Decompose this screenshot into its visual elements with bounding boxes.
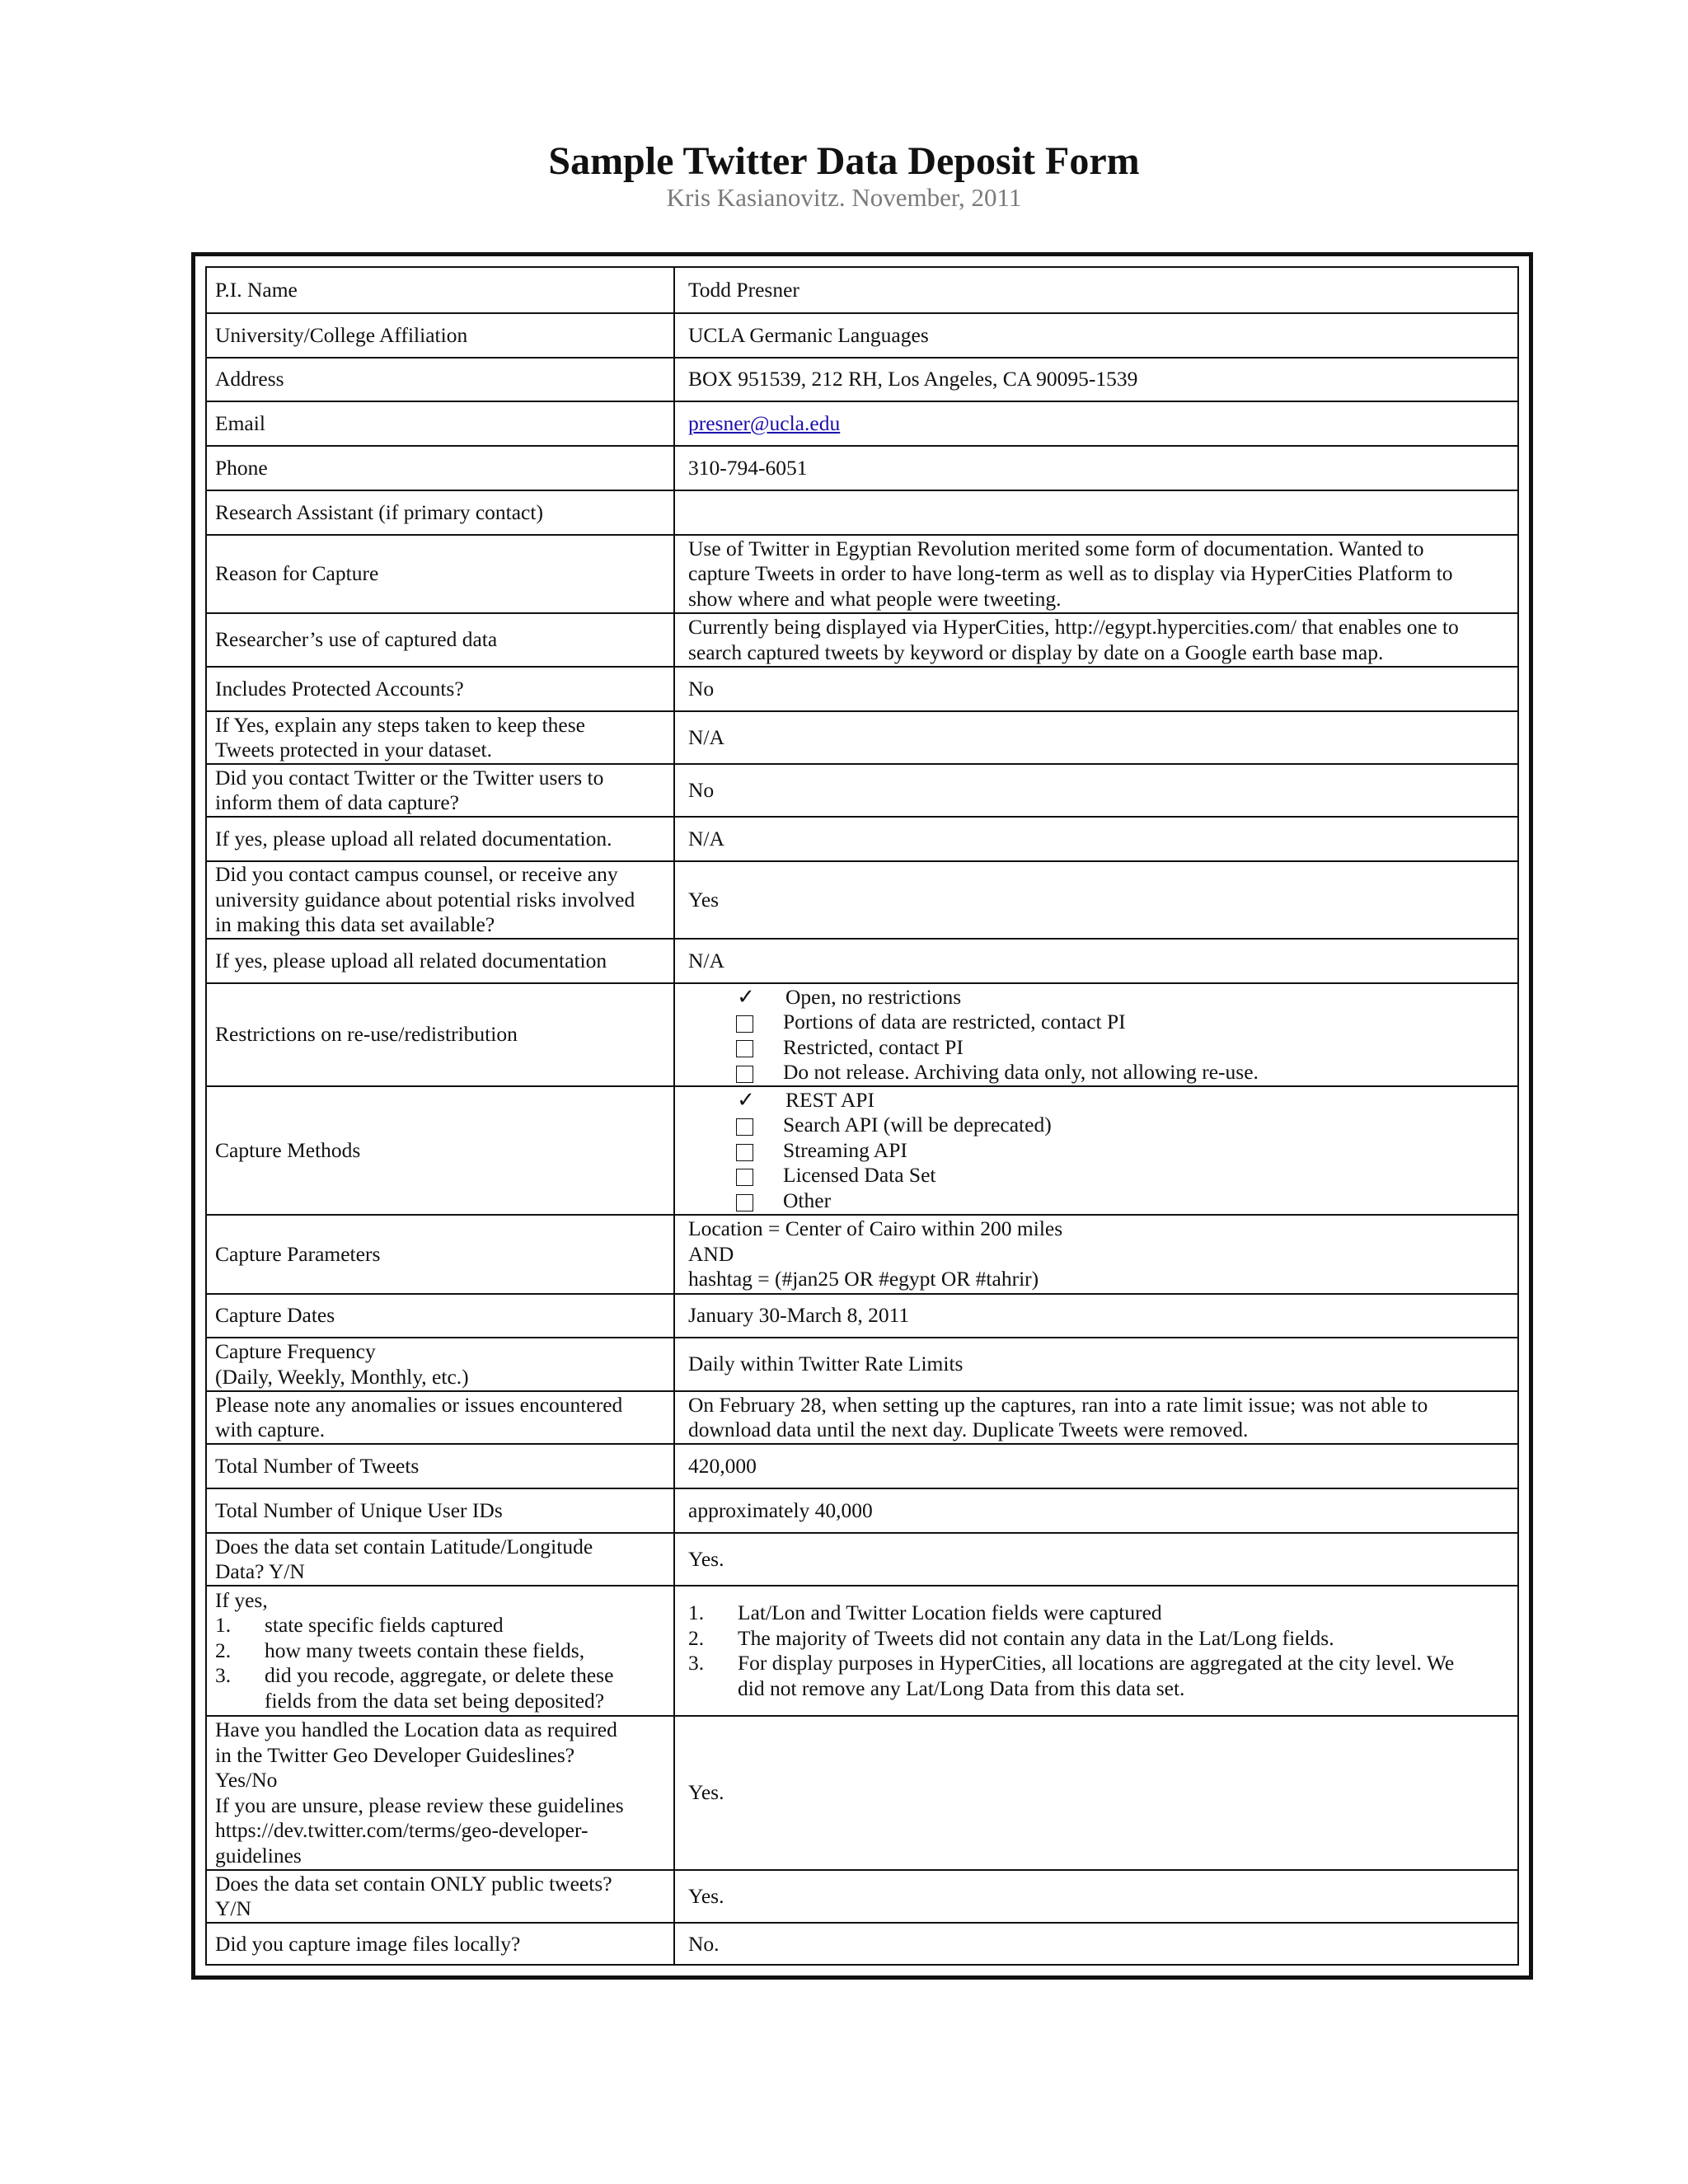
restrictions-options — [675, 984, 1517, 1085]
checkmark-icon[interactable]: ✓ — [737, 984, 755, 1010]
text-line: On February 28, when setting up the captures, ran into a rate limit issue; was not able to — [688, 1392, 1428, 1417]
field-label — [207, 862, 675, 938]
row-capture-parameters — [207, 1216, 1517, 1295]
address-value: BOX 951539, 212 RH, Los Angeles, CA 90095-1539 — [688, 367, 1138, 391]
numbered-item — [688, 1626, 1507, 1652]
field-label: Email — [207, 402, 675, 445]
label-line: fields from the data set being deposited? — [265, 1688, 605, 1713]
research-assistant-value — [675, 491, 1517, 534]
option-label: Streaming API — [783, 1137, 907, 1162]
item-text: did you recode, aggregate, or delete these — [265, 1663, 614, 1688]
method-option[interactable] — [688, 1113, 1507, 1138]
public-only-value: Yes. — [688, 1883, 724, 1908]
method-option[interactable] — [688, 1163, 1507, 1188]
field-label — [207, 1534, 675, 1585]
field-label — [207, 1871, 675, 1922]
numbered-item — [215, 1638, 665, 1664]
pi-name-value: Todd Presner — [688, 277, 799, 302]
upload-2-value: N/A — [688, 948, 724, 972]
label-line: Y/N — [215, 1896, 251, 1920]
reason-value — [675, 536, 1517, 612]
form-table — [205, 266, 1519, 1966]
text-line: Use of Twitter in Egyptian Revolution merited some form of documentation. Wanted to — [688, 536, 1424, 560]
item-text: how many tweets contain these fields, — [265, 1638, 585, 1662]
row-total-tweets — [207, 1445, 1517, 1489]
restriction-option[interactable] — [688, 1035, 1507, 1061]
label-line: Did you contact campus counsel, or receive any — [215, 862, 618, 887]
field-label: Phone — [207, 447, 675, 490]
text-line: show where and what people were tweeting. — [688, 586, 1062, 611]
row-capture-methods — [207, 1087, 1517, 1216]
geo-guidelines-value: Yes. — [688, 1780, 724, 1805]
numbered-item — [215, 1663, 665, 1689]
field-label: If yes, please upload all related documentation. — [207, 818, 675, 860]
row-upload-documentation-2 — [207, 940, 1517, 984]
email-link[interactable]: presner@ucla.edu — [688, 410, 841, 435]
page-title: Sample Twitter Data Deposit Form — [548, 139, 1140, 183]
row-upload-documentation-1 — [207, 818, 1517, 862]
unique-ids-value: approximately 40,000 — [688, 1497, 873, 1522]
field-label — [207, 1392, 675, 1443]
field-label — [207, 1717, 675, 1869]
affiliation-value: UCLA Germanic Languages — [688, 322, 929, 347]
restriction-option[interactable] — [688, 985, 1507, 1010]
option-label: Search API (will be deprecated) — [783, 1113, 1052, 1137]
option-label: Portions of data are restricted, contact PI — [783, 1010, 1126, 1033]
checkbox-empty-icon[interactable] — [736, 1066, 753, 1083]
phone-value: 310-794-6051 — [688, 455, 808, 480]
label-line: If yes, — [215, 1587, 268, 1612]
option-label: Open, no restrictions — [785, 984, 962, 1009]
option-label: Licensed Data Set — [783, 1163, 936, 1188]
row-email — [207, 402, 1517, 447]
item-text: The majority of Tweets did not contain any data in the Lat/Long fields. — [738, 1625, 1334, 1650]
field-label: Research Assistant (if primary contact) — [207, 491, 675, 534]
field-label: Researcher’s use of captured data — [207, 614, 675, 666]
label-line: If you are unsure, please review these guidelines — [215, 1793, 624, 1817]
field-label: Did you capture image files locally? — [207, 1924, 675, 1966]
row-capture-frequency — [207, 1338, 1517, 1392]
checkbox-empty-icon[interactable] — [736, 1144, 753, 1161]
numbered-item — [688, 1601, 1507, 1626]
counsel-value: Yes — [688, 887, 720, 912]
field-label: University/College Affiliation — [207, 314, 675, 357]
guidelines-url: guidelines — [215, 1843, 302, 1868]
label-line: (Daily, Weekly, Monthly, etc.) — [215, 1364, 469, 1389]
field-label: Total Number of Unique User IDs — [207, 1489, 675, 1532]
row-protected-accounts — [207, 668, 1517, 712]
label-line: in making this data set available? — [215, 912, 495, 937]
label-line: Does the data set contain Latitude/Longitude — [215, 1534, 593, 1558]
upload-1-value: N/A — [688, 826, 724, 851]
checkmark-icon[interactable]: ✓ — [737, 1088, 755, 1113]
field-label — [207, 712, 675, 763]
item-number: 1. — [688, 1601, 705, 1624]
row-reason — [207, 536, 1517, 614]
row-address — [207, 359, 1517, 402]
form-outer-border — [191, 252, 1533, 1980]
researcher-use-value — [675, 614, 1517, 666]
option-label: Restricted, contact PI — [783, 1034, 964, 1059]
checkbox-empty-icon[interactable] — [736, 1194, 753, 1212]
row-anomalies — [207, 1392, 1517, 1445]
row-restrictions — [207, 984, 1517, 1087]
guidelines-url: https://dev.twitter.com/terms/geo-developer- — [215, 1818, 588, 1842]
text-line: did not remove any Lat/Long Data from this data set. — [738, 1675, 1185, 1700]
field-label: Reason for Capture — [207, 536, 675, 612]
field-label: Capture Methods — [207, 1087, 675, 1214]
option-label: REST API — [785, 1087, 874, 1112]
row-image-files — [207, 1924, 1517, 1966]
checkbox-empty-icon[interactable] — [736, 1169, 753, 1186]
label-line: If Yes, explain any steps taken to keep these — [215, 712, 585, 737]
label-line: Data? Y/N — [215, 1559, 305, 1583]
row-geo-guidelines — [207, 1717, 1517, 1871]
method-option[interactable] — [688, 1088, 1507, 1113]
field-label: Address — [207, 359, 675, 401]
item-number: 3. — [688, 1651, 705, 1675]
total-tweets-value: 420,000 — [688, 1453, 757, 1478]
contact-twitter-value: No — [688, 777, 715, 802]
field-label: Includes Protected Accounts? — [207, 668, 675, 710]
text-line: hashtag = (#jan25 OR #egypt OR #tahrir) — [688, 1267, 1039, 1291]
label-line: Capture Frequency — [215, 1339, 376, 1363]
protection-steps-value: N/A — [688, 724, 724, 749]
option-label: Other — [783, 1188, 832, 1212]
row-pi-name — [207, 268, 1517, 314]
item-text: Lat/Lon and Twitter Location fields were captured — [738, 1601, 1162, 1624]
text-line: download data until the next day. Duplicate Tweets were removed. — [688, 1418, 1249, 1441]
text-line: Location = Center of Cairo within 200 miles — [688, 1216, 1063, 1241]
label-line: in the Twitter Geo Developer Guideslines? — [215, 1742, 575, 1767]
item-number: 1. — [215, 1613, 232, 1638]
text-line: Currently being displayed via HyperCities, http://egypt.hypercities.com/ that enables one to — [688, 615, 1459, 639]
label-line: with capture. — [215, 1418, 326, 1441]
label-line: university guidance about potential risks involved — [215, 887, 635, 912]
label-line: Please note any anomalies or issues encountered — [215, 1392, 623, 1417]
field-label: If yes, please upload all related documentation — [207, 940, 675, 982]
item-text: For display purposes in HyperCities, all locations are aggregated at the city level. We — [738, 1651, 1455, 1675]
restriction-option[interactable] — [688, 1060, 1507, 1085]
row-affiliation — [207, 314, 1517, 359]
field-label: Total Number of Tweets — [207, 1445, 675, 1488]
field-label — [207, 1338, 675, 1390]
row-phone — [207, 447, 1517, 491]
label-line: Tweets protected in your dataset. — [215, 738, 492, 762]
label-line: Does the data set contain ONLY public tweets? — [215, 1871, 612, 1896]
anomalies-value — [675, 1392, 1517, 1443]
item-number: 3. — [215, 1663, 232, 1688]
protected-value: No — [688, 676, 715, 701]
label-line: Did you contact Twitter or the Twitter users to — [215, 765, 604, 790]
method-option[interactable] — [688, 1188, 1507, 1214]
field-label — [207, 1586, 675, 1715]
row-lat-lon — [207, 1534, 1517, 1586]
numbered-item — [215, 1613, 665, 1638]
field-label — [207, 765, 675, 816]
image-files-value: No. — [688, 1932, 720, 1957]
row-protection-steps — [207, 712, 1517, 765]
row-latlon-details — [207, 1586, 1517, 1717]
row-research-assistant — [207, 491, 1517, 536]
capture-parameters-value — [675, 1216, 1517, 1293]
numbered-item — [688, 1651, 1507, 1676]
row-contact-twitter — [207, 765, 1517, 818]
capture-dates-value: January 30-March 8, 2011 — [688, 1303, 910, 1328]
field-label: Capture Parameters — [207, 1216, 675, 1293]
text-line: capture Tweets in order to have long-term as well as to display via HyperCities Platform to — [688, 561, 1453, 586]
item-number: 2. — [688, 1625, 705, 1650]
field-label: Capture Dates — [207, 1295, 675, 1337]
field-label: P.I. Name — [207, 268, 675, 312]
row-researcher-use — [207, 614, 1517, 668]
method-option[interactable] — [688, 1138, 1507, 1164]
field-label: Restrictions on re-use/redistribution — [207, 984, 675, 1085]
item-text: state specific fields captured — [265, 1613, 504, 1638]
label-line: Yes/No — [215, 1768, 278, 1792]
restriction-option[interactable] — [688, 1010, 1507, 1035]
row-public-only — [207, 1871, 1517, 1924]
checkbox-empty-icon[interactable] — [736, 1118, 753, 1136]
capture-methods-options — [675, 1087, 1517, 1214]
page-subtitle: Kris Kasianovitz. November, 2011 — [666, 183, 1022, 212]
label-line: Have you handled the Location data as required — [215, 1718, 617, 1741]
text-line: search captured tweets by keyword or display by date on a Google earth base map. — [688, 640, 1384, 664]
label-line: inform them of data capture? — [215, 790, 459, 814]
checkbox-empty-icon[interactable] — [736, 1015, 753, 1033]
lat-lon-value: Yes. — [688, 1546, 724, 1571]
text-line: AND — [688, 1241, 734, 1266]
capture-frequency-value: Daily within Twitter Rate Limits — [688, 1352, 964, 1376]
row-capture-dates — [207, 1295, 1517, 1338]
item-number: 2. — [215, 1638, 232, 1662]
checkbox-empty-icon[interactable] — [736, 1040, 753, 1057]
row-campus-counsel — [207, 862, 1517, 940]
latlon-details-value — [675, 1586, 1517, 1715]
row-unique-user-ids — [207, 1489, 1517, 1534]
option-label: Do not release. Archiving data only, not allowing re-use. — [783, 1060, 1259, 1084]
